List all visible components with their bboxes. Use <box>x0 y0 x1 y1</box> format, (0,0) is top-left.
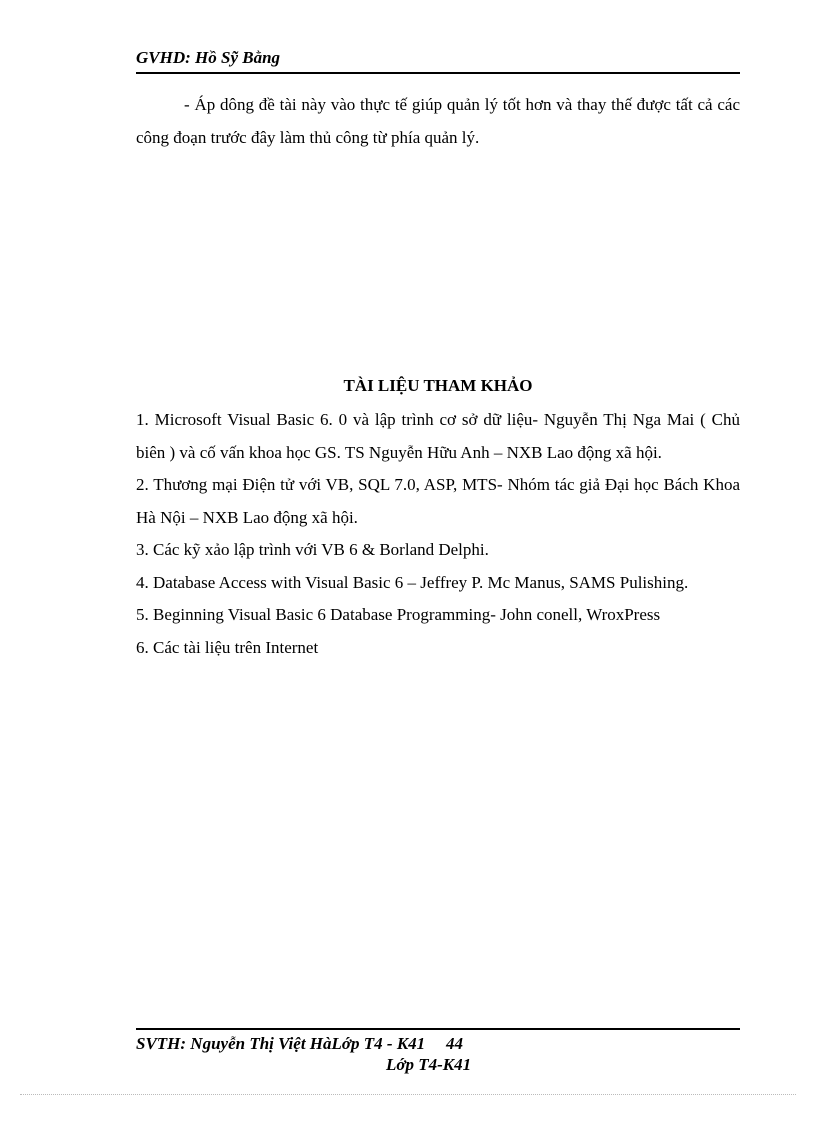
reference-item: 5. Beginning Visual Basic 6 Database Programming- John conell, WroxPress <box>136 605 661 624</box>
page-header <box>136 48 740 74</box>
supervisor-label: GVHD: Hồ Sỹ Bằng <box>136 48 281 67</box>
reference-item: 3. Các kỹ xảo lập trình với VB 6 & Borland Delphi. <box>136 540 489 559</box>
references-title: TÀI LIỆU THAM KHẢO <box>343 376 533 395</box>
references-list <box>136 404 740 664</box>
footer-author: SVTH: Nguyễn Thị Việt HàLớp T4 - K41 <box>136 1034 426 1053</box>
reference-item: 6. Các tài liệu trên Internet <box>136 637 319 657</box>
page-bottom-edge <box>20 1094 796 1095</box>
reference-item: 2. Thương mại Điện tử với VB, SQL 7.0, ASP, MTS- Nhóm tác giả Đại học Bách Khoa Hà Nội – NXB Lao động xã hội. <box>136 475 740 527</box>
intro-paragraph: - Áp dông đề tài này vào thực tế giúp quản lý tốt hơn và thay thế được tất cả các công đoạn trước đây làm thủ công từ phía quản lý. <box>136 95 740 147</box>
footer-divider <box>136 1028 740 1030</box>
reference-item: 4. Database Access with Visual Basic 6 – Jeffrey P. Mc Manus, SAMS Pulishing. <box>136 572 689 592</box>
footer-class: Lớp T4-K41 <box>386 1055 472 1074</box>
page-number: 44 <box>446 1034 463 1053</box>
reference-item: 1. Microsoft Visual Basic 6. 0 và lập trình cơ sở dữ liệu- Nguyễn Thị Nga Mai ( Chủ biên ) và cố vấn khoa học GS. TS Nguyễn Hữu Anh – NXB Lao động xã hội. <box>136 410 740 462</box>
